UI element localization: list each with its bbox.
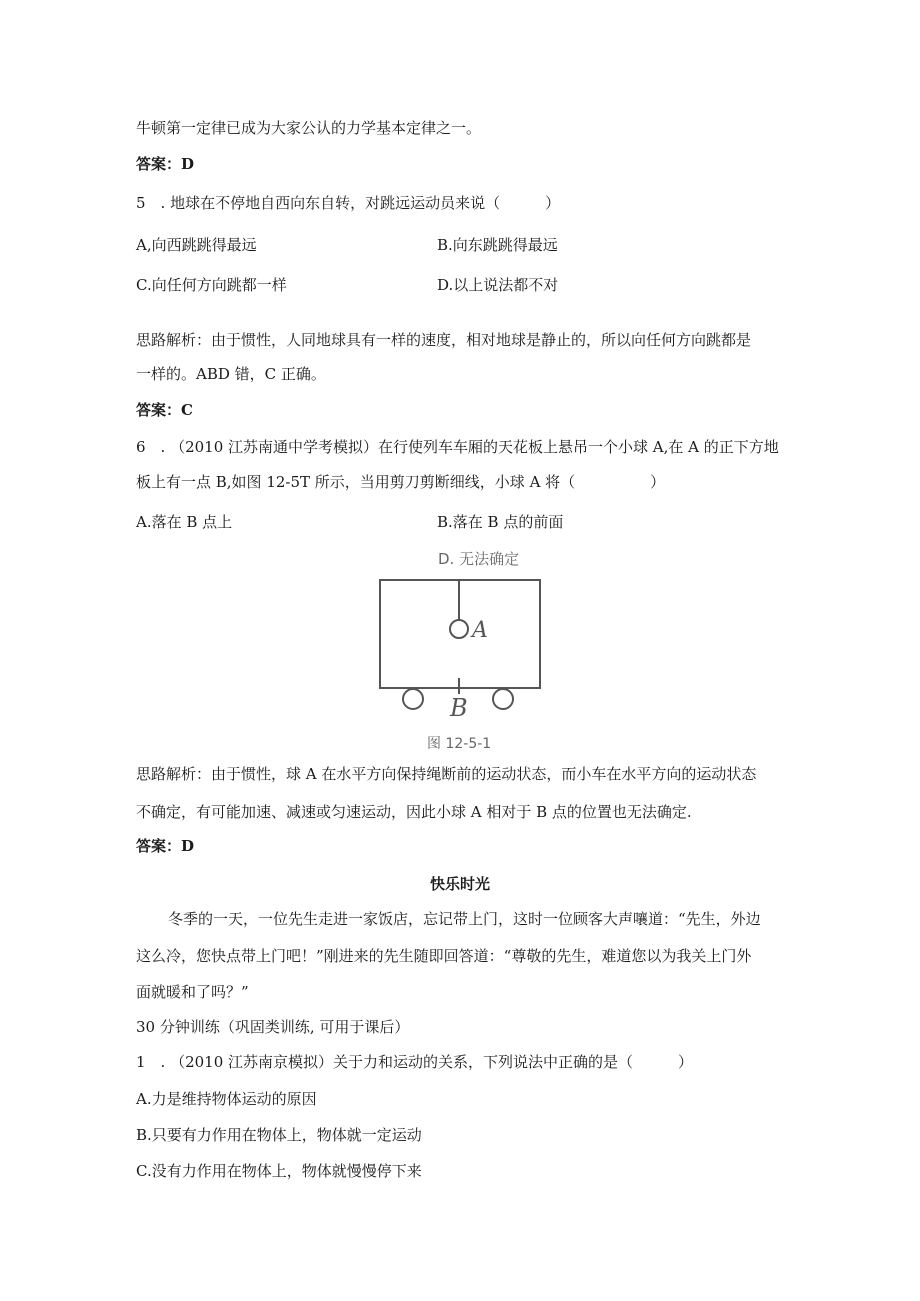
option-a: A.落在 B 点上 [136, 513, 233, 531]
solution-line: 不确定，有可能加速、减速或匀速运动，因此小球 A 相对于 B 点的位置也无法确定. [136, 803, 692, 821]
option-d: D.以上说法都不对 [437, 276, 559, 294]
question-6: 6 . （2010 江苏南通中学考模拟）在行使列车车厢的天花板上悬吊一个小球 A,在 A 的正下方地 [136, 438, 779, 456]
wheel-right [493, 689, 513, 709]
train-diagram [370, 566, 550, 726]
label-b: B [450, 694, 468, 722]
figure-caption: 图 12-5-1 [427, 736, 492, 752]
section-heading: 30 分钟训练（巩固类训练, 可用于课后） [136, 1018, 410, 1036]
wheel-left [403, 689, 423, 709]
answer-line: 答案：D [136, 837, 195, 855]
solution-line: 思路解析：由于惯性，球 A 在水平方向保持绳断前的运动状态，而小车在水平方向的运动状态 [136, 765, 757, 783]
option-c: C.没有力作用在物体上，物体就慢慢停下来 [136, 1162, 422, 1180]
question-1: 1 . （2010 江苏南京模拟）关于力和运动的关系，下列说法中正确的是（ ） [136, 1053, 694, 1071]
section-title: 快乐时光 [429, 875, 490, 893]
option-b: B.向东跳跳得最远 [437, 236, 558, 254]
solution-line: 一样的。ABD 错，C 正确。 [136, 365, 326, 383]
answer-line: 答案：D [136, 155, 195, 173]
solution-line: 思路解析：由于惯性，人同地球具有一样的速度，相对地球是静止的，所以向任何方向跳都是 [136, 331, 752, 349]
option-b: B.落在 B 点的前面 [437, 513, 564, 531]
option-a: A,向西跳跳得最远 [136, 236, 257, 254]
answer-line: 答案：C [136, 401, 193, 419]
text-line: 牛顿第一定律已成为大家公认的力学基本定律之一。 [136, 119, 482, 137]
question-6-cont: 板上有一点 B,如图 12-5T 所示，当用剪刀剪断细线，小球 A 将（ ） [136, 473, 666, 491]
question-5: 5 . 地球在不停地自西向东自转，对跳远运动员来说（ ） [136, 194, 561, 212]
ball-a [450, 620, 468, 638]
option-a: A.力是维持物体运动的原因 [136, 1090, 317, 1108]
option-c: C.向任何方向跳都一样 [136, 276, 287, 294]
story-line: 面就暖和了吗？” [136, 983, 249, 1001]
story-line: 冬季的一天，一位先生走进一家饭店，忘记带上门，这时一位顾客大声嚷道：“先生，外边 [168, 910, 761, 928]
story-line: 这么冷，您快点带上门吧！”刚进来的先生随即回答道：“尊敬的先生，难道您以为我关上门外 [136, 947, 752, 965]
label-a: A [472, 618, 488, 643]
option-b: B.只要有力作用在物体上，物体就一定运动 [136, 1126, 422, 1144]
option-d-figure: D. 无法确定 [438, 550, 520, 568]
